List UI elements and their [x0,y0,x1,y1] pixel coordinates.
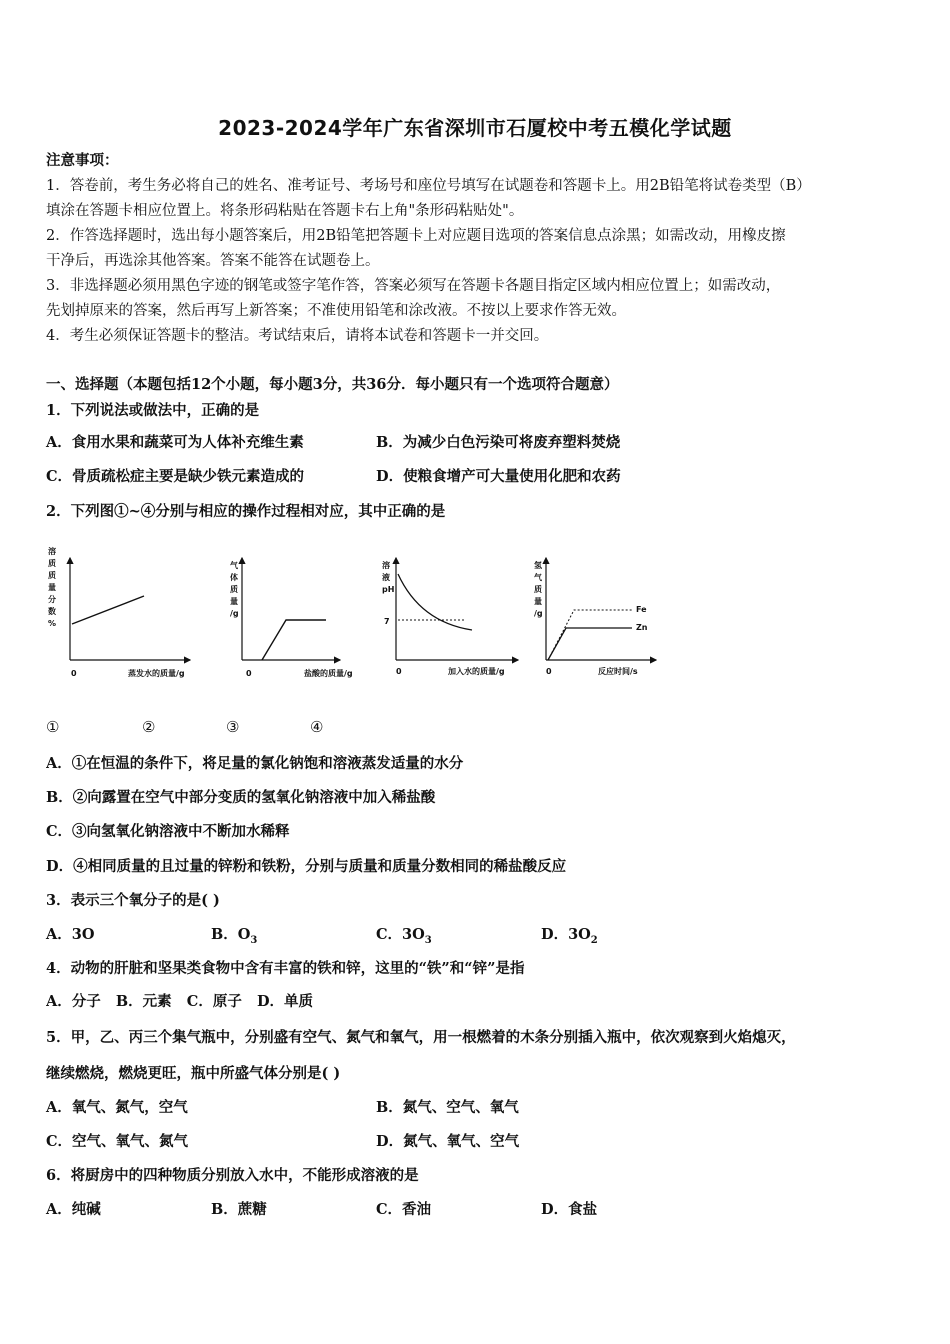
graph-2-ylabel-char: 量 [230,597,238,606]
graph-4-ylabel-char: 量 [534,597,542,606]
graph-4-ylabel-char: 质 [534,585,542,594]
question-3-stem: 3．表示三个氧分子的是( ) [46,892,220,909]
graph-1-curve [72,596,144,624]
graph-4-ylabel-char: /g [534,609,543,618]
question-1-stem: 1．下列说法或做法中，正确的是 [46,402,260,419]
q1-option-c[interactable]: C．骨质疏松症主要是缺少铁元素造成的 [46,468,305,485]
q1-option-d[interactable]: D．使粮食增产可大量使用化肥和农药 [376,468,621,485]
graph-3-xlabel: 加入水的质量/g [448,667,505,676]
q2-graphs-figure [40,548,670,688]
graph-2-curve [262,620,326,660]
graph-1-ylabel-char: 质 [48,571,56,580]
graph-1-ylabel-char: % [48,619,57,628]
q3-option-d[interactable] [541,924,598,952]
graph-3-origin: 0 [396,667,402,676]
q2-option-d[interactable]: D．④相同质量的且过量的锌粉和铁粉，分别与质量和质量分数相同的稀盐酸反应 [46,858,567,875]
q3-option-b[interactable] [211,924,257,952]
notice-line: 4．考生必须保证答题卡的整洁。考试结束后，请将本试卷和答题卡一并交回。 [46,328,549,344]
notice-line: 1．答卷前，考生务必将自己的姓名、准考证号、考场号和座位号填写在试题卷和答题卡上。用2B铅笔将试卷类型（B） [46,178,811,194]
q3-option-c[interactable] [376,924,432,952]
q6-option-c[interactable]: C．香油 [376,1201,432,1218]
q3-option-b-text: B．O [211,926,251,943]
notice-line: 先划掉原来的答案，然后再写上新答案；不准使用铅笔和涂改液。不按以上要求作答无效。 [46,303,626,319]
graph-2-xlabel: 盐酸的质量/g [304,669,353,678]
graph-4-ylabel-char: 气 [534,573,542,582]
graph-2 [230,558,353,678]
q2-option-c[interactable]: C．③向氢氧化钠溶液中不断加水稀释 [46,823,290,840]
q3-option-d-text: D．3O [541,926,591,943]
notice-line: 2．作答选择题时，选出每小题答案后，用2B铅笔把答题卡上对应题目选项的答案信息点涂黑；如需改动，用橡皮擦 [46,228,786,244]
graph-4-zn-curve [548,628,632,660]
q6-option-a[interactable]: A．纯碱 [46,1201,101,1218]
graph-label-2: ② [142,718,156,736]
q6-option-d[interactable]: D．食盐 [541,1201,598,1218]
q3-option-c-sub: 3 [424,934,432,946]
graph-1-ylabel-char: 数 [48,607,56,616]
q2-option-b[interactable]: B．②向露置在空气中部分变质的氢氧化钠溶液中加入稀盐酸 [46,789,436,806]
page-title: 2023-2024学年广东省深圳市石厦校中考五模化学试题 [218,116,732,140]
q2-graphs-svg [40,548,670,688]
graph-3-ylabel-char: 液 [382,573,390,582]
question-6-stem: 6．将厨房中的四种物质分别放入水中，不能形成溶液的是 [46,1167,419,1184]
q2-option-a[interactable]: A．①在恒温的条件下，将足量的氯化钠饱和溶液蒸发适量的水分 [46,755,464,772]
q3-option-d-sub: 2 [590,934,598,946]
notice-line: 3．非选择题必须用黑色字迹的钢笔或签字笔作答，答案必须写在答题卡各题目指定区域内相应位置上；如需改动， [46,278,781,294]
q1-option-b[interactable]: B．为减少白色污染可将废弃塑料焚烧 [376,434,621,451]
graph-1-origin: 0 [71,669,77,678]
graph-2-ylabel-char: /g [230,609,239,618]
graph-label-3: ③ [226,718,240,736]
q5-option-b[interactable]: B．氮气、空气、氧气 [376,1099,519,1116]
question-5-stem-line1: 5．甲，乙、丙三个集气瓶中，分别盛有空气、氮气和氧气，用一根燃着的木条分别插入瓶中，依次观察到火焰熄灭， [46,1029,796,1046]
question-4-stem: 4．动物的肝脏和坚果类食物中含有丰富的铁和锌，这里的“铁”和“锌”是指 [46,960,525,977]
graph-3-ylabel-char: 溶 [382,561,390,570]
question-5-stem-line2: 继续燃烧，燃烧更旺，瓶中所盛气体分别是( ) [46,1065,341,1082]
graph-1-ylabel-char: 分 [48,595,56,604]
q1-option-a[interactable]: A．食用水果和蔬菜可为人体补充维生素 [46,434,304,451]
graph-1-ylabel-char: 量 [48,583,56,592]
notice-line: 填涂在答题卡相应位置上。将条形码粘贴在答题卡右上角"条形码粘贴处"。 [46,203,524,219]
graph-4-ylabel-char: 氢 [534,561,542,570]
graph-2-ylabel-char: 体 [230,573,238,582]
graph-3-ylabel-char: pH [382,585,395,594]
q5-option-a[interactable]: A．氧气、氮气，空气 [46,1099,188,1116]
q5-option-d[interactable]: D．氮气、氧气、空气 [376,1133,520,1150]
graph-label-1: ① [46,718,60,736]
graph-3-ph7-label: 7 [384,617,390,626]
graph-2-origin: 0 [246,669,252,678]
graph-4-zn-label: Zn [636,623,648,632]
graph-1-ylabel-char: 溶 [48,547,56,556]
graph-1-xlabel: 蒸发水的质量/g [128,669,185,678]
graph-4-fe-curve [548,610,632,660]
q3-option-a[interactable]: A．3O [46,926,95,943]
q4-options[interactable]: A．分子 B．元素 C．原子 D．单质 [46,993,314,1010]
graph-2-ylabel-char: 质 [230,585,238,594]
graph-4-xlabel: 反应时间/s [598,667,638,676]
section-heading: 一、选择题（本题包括12个小题，每小题3分，共36分．每小题只有一个选项符合题意） [46,376,619,393]
question-2-stem: 2．下列图①~④分别与相应的操作过程相对应，其中正确的是 [46,503,446,520]
graph-1-ylabel-char: 质 [48,559,56,568]
notice-line: 干净后，再选涂其他答案。答案不能答在试题卷上。 [46,253,380,269]
graph-1 [47,546,190,678]
graph-4-fe-label: Fe [636,605,647,614]
graph-4 [534,558,656,676]
graph-label-4: ④ [310,718,324,736]
graph-3-curve [398,574,472,630]
graph-3 [382,558,518,676]
notice-heading: 注意事项： [46,152,119,169]
q6-option-b[interactable]: B．蔗糖 [211,1201,267,1218]
q5-option-c[interactable]: C．空气、氧气、氮气 [46,1133,189,1150]
q3-option-c-text: C．3O [376,926,425,943]
graph-2-ylabel-char: 气 [230,561,238,570]
graph-4-origin: 0 [546,667,552,676]
q3-option-b-sub: 3 [250,934,258,946]
